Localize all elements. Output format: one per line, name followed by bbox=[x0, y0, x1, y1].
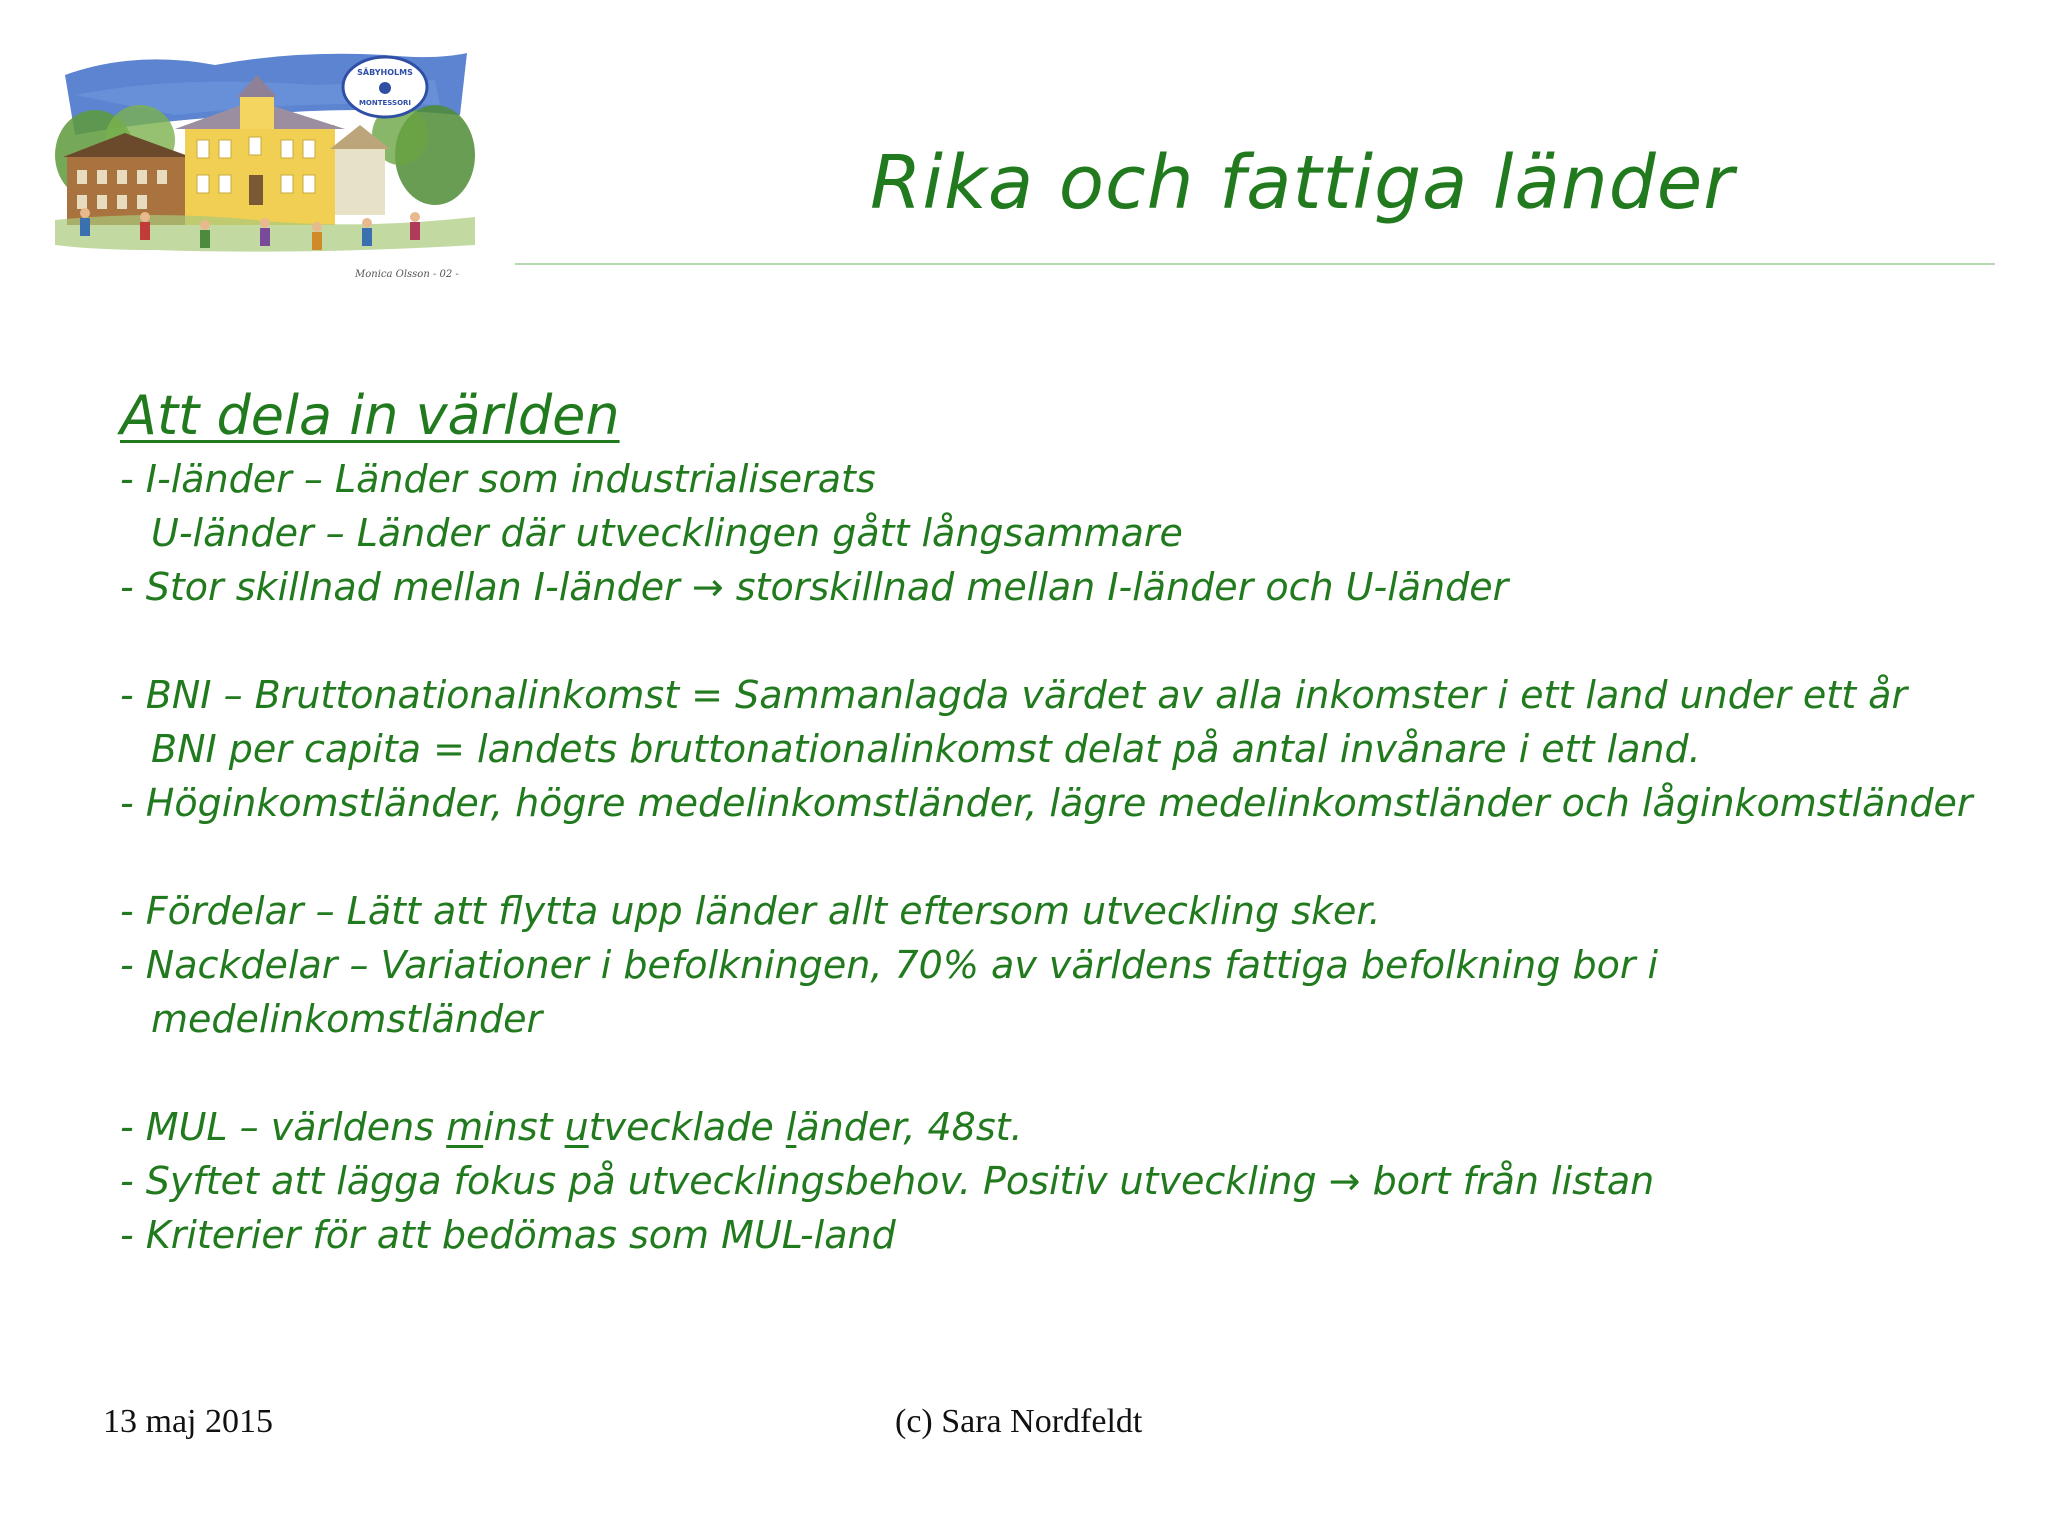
right-arrow-icon: → bbox=[691, 565, 724, 609]
spacer bbox=[120, 1046, 1980, 1100]
spacer bbox=[120, 830, 1980, 884]
bullet-inkomstgrupper: - Höginkomstländer, högre medelinkomstländer, lägre medelinkomstländer och låginkomstländer bbox=[120, 781, 1973, 825]
bullet-mul-post: änder, 48st. bbox=[796, 1105, 1023, 1149]
footer-date: 13 maj 2015 bbox=[103, 1403, 273, 1440]
bullet-bni: - BNI – Bruttonationalinkomst = Sammanlagda värdet av alla inkomster i ett land under ett år bbox=[120, 673, 1908, 717]
slide-body bbox=[120, 380, 1980, 1262]
footer-credit: (c) Sara Nordfeldt bbox=[895, 1403, 1143, 1440]
bullet-mul-m: m bbox=[446, 1105, 484, 1149]
bullet-bni-per-capita: BNI per capita = landets bruttonationalinkomst delat på antal invånare i ett land. bbox=[151, 727, 1701, 771]
logo-signature: Monica Olsson - 02 - bbox=[355, 269, 459, 280]
bullet-u-lander: U-länder – Länder där utvecklingen gått långsammare bbox=[151, 511, 1183, 555]
title-divider bbox=[515, 263, 1995, 265]
school-illustration-logo bbox=[55, 45, 475, 285]
bullet-mul-inst: inst bbox=[483, 1105, 565, 1149]
slide-title: Rika och fattiga länder bbox=[870, 140, 1735, 226]
watercolor-building-icon bbox=[55, 45, 475, 285]
bullet-nackdelar-cont: medelinkomstländer bbox=[151, 997, 543, 1041]
bullet-fordelar: - Fördelar – Lätt att flytta upp länder allt eftersom utveckling sker. bbox=[120, 889, 1381, 933]
spacer bbox=[120, 614, 1980, 668]
right-arrow-icon: → bbox=[1328, 1159, 1361, 1203]
bullet-stor-skillnad-part2: storskillnad mellan I-länder och U-länder bbox=[723, 565, 1509, 609]
bullet-nackdelar: - Nackdelar – Variationer i befolkningen, 70% av världens fattiga befolkning bor i bbox=[120, 943, 1659, 987]
bullet-syftet-part1: - Syftet att lägga fokus på utvecklingsbehov. Positiv utveckling bbox=[120, 1159, 1329, 1203]
bullet-mul-u: u bbox=[564, 1105, 589, 1149]
logo-sign-bottom-text: MONTESSORI bbox=[358, 99, 412, 107]
bullet-syftet bbox=[120, 1154, 1980, 1208]
bullet-kriterier: - Kriterier för att bedömas som MUL-land bbox=[120, 1213, 896, 1257]
bullet-mul-l: l bbox=[785, 1105, 797, 1149]
bullet-i-lander: - I-länder – Länder som industrialiserats bbox=[120, 457, 876, 501]
bullet-mul-pre: - MUL – världens bbox=[120, 1105, 447, 1149]
bullet-mul bbox=[120, 1100, 1980, 1154]
section-heading: Att dela in världen bbox=[120, 384, 620, 447]
bullet-stor-skillnad-part1: - Stor skillnad mellan I-länder bbox=[120, 565, 692, 609]
bullet-syftet-part2: bort från listan bbox=[1360, 1159, 1655, 1203]
bullet-mul-tvecklade: tvecklade bbox=[588, 1105, 786, 1149]
logo-sign-top-text: SÄBYHOLMS bbox=[357, 68, 413, 77]
bullet-stor-skillnad bbox=[120, 560, 1980, 614]
